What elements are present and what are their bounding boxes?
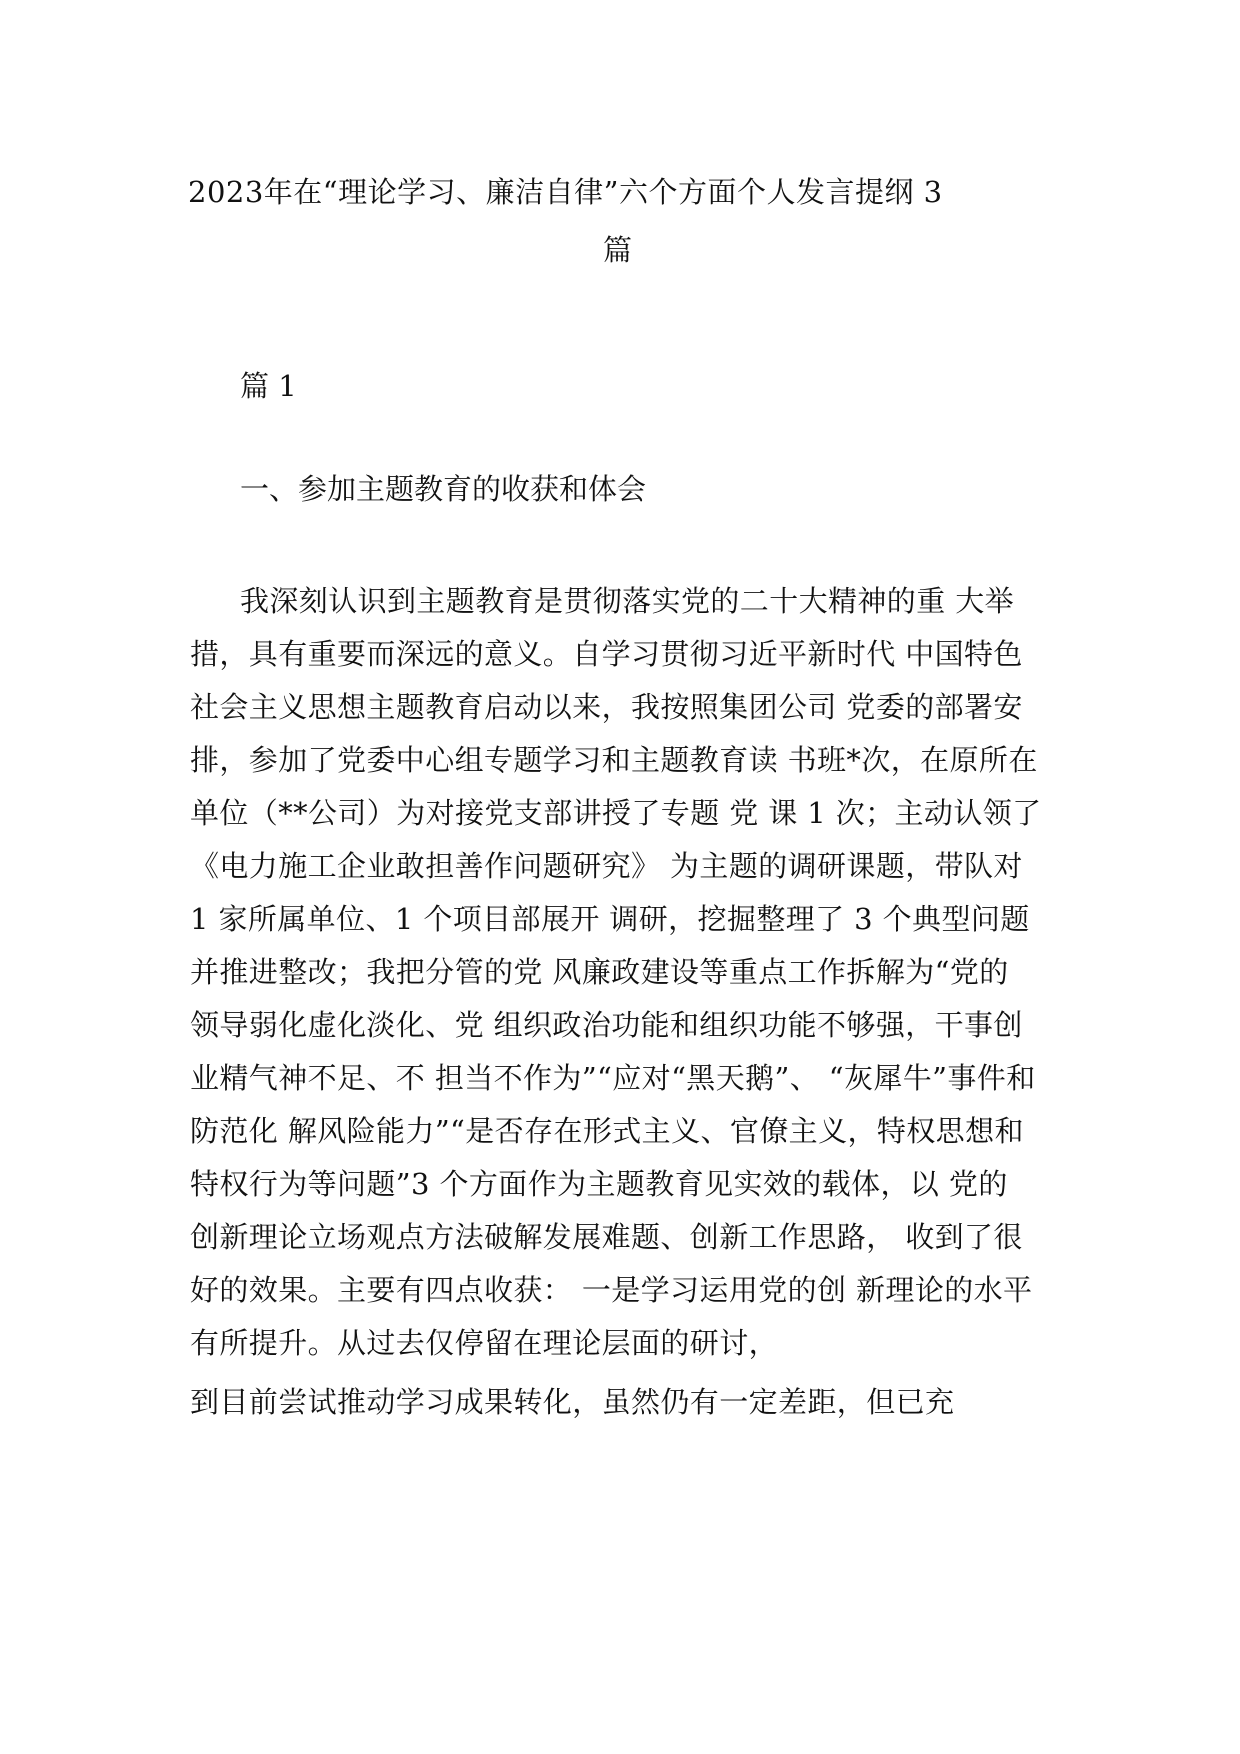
body-line: 《电力施工企业敢担善作问题研究》 为主题的调研课题，带队对 [190,849,1023,883]
body-line: 1 家所属单位、1 个项目部展开 调研，挖掘整理了 3 个典型问题 [190,902,1030,936]
document-title-line-2: 篇 [603,233,633,267]
continuation-line: 到目前尝试推动学习成果转化，虽然仍有一定差距，但已充 [190,1385,955,1419]
body-line: 措，具有重要而深远的意义。自学习贯彻习近平新时代 中国特色 [190,637,1023,671]
section-heading: 一、参加主题教育的收获和体会 [240,472,647,506]
body-line: 排，参加了党委中心组专题学习和主题教育读 书班*次，在原所在 [190,743,1038,777]
body-line: 有所提升。从过去仅停留在理论层面的研讨， [190,1326,779,1360]
document-title-line-1: 2023年在“理论学习、廉洁自律”六个方面个人发言提纲 3 [188,175,943,209]
body-line: 好的效果。主要有四点收获： 一是学习运用党的创 新理论的水平 [190,1273,1033,1307]
body-line: 并推进整改；我把分管的党 风廉政建设等重点工作拆解为“党的 [190,955,1009,989]
body-line: 特权行为等问题”3 个方面作为主题教育见实效的载体，以 党的 [190,1167,1008,1201]
body-line: 防范化 解风险能力”“是否存在形式主义、官僚主义，特权思想和 [190,1114,1024,1148]
part-label: 篇 1 [240,369,297,403]
body-paragraph [190,575,1070,1370]
body-line: 我深刻认识到主题教育是贯彻落实党的二十大精神的重 大举 [240,584,1015,618]
body-line: 社会主义思想主题教育启动以来，我按照集团公司 党委的部署安 [190,690,1023,724]
body-line: 单位（**公司）为对接党支部讲授了专题 党 课 1 次；主动认领了 [190,796,1042,830]
body-line: 领导弱化虚化淡化、党 组织政治功能和组织功能不够强，干事创 [190,1008,1023,1042]
body-line: 创新理论立场观点方法破解发展难题、创新工作思路， 收到了很 [190,1220,1023,1254]
body-line: 业精气神不足、不 担当不作为”“应对“黑天鹅”、 “灰犀牛”事件和 [190,1061,1036,1095]
